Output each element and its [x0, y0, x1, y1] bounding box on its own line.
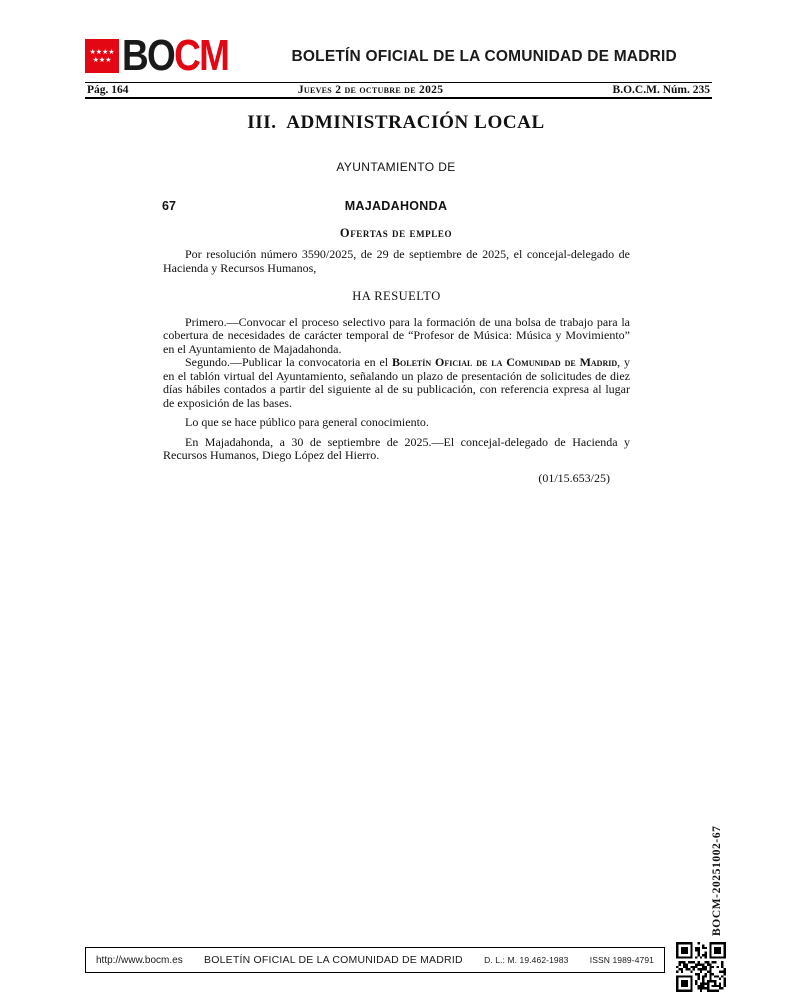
resolution-heading: HA RESUELTO	[352, 289, 441, 303]
logo-text-cm: CM	[174, 31, 229, 80]
logo-text-bo: BO	[122, 31, 175, 80]
paragraph-signature: En Majadahonda, a 30 de septiembre de 2025.—El concejal-delegado de Hacienda y Recursos Humanos, Diego López del Hierro.	[163, 434, 630, 462]
bocm-logo-text	[122, 31, 229, 80]
flag-stars-row-1: ★★★★	[89, 48, 115, 56]
announcement-number: 67	[162, 199, 176, 213]
flag-stars-row-2: ★★★	[92, 56, 112, 64]
subsection-title: Ofertas de empleo	[339, 226, 453, 240]
footer-legal-deposit: D. L.: M. 19.462-1983	[484, 955, 569, 965]
footer-bar	[85, 947, 665, 973]
madrid-flag-icon	[85, 39, 119, 73]
paragraph-second-suffix: , y en el tablón virtual del Ayuntamiento, señalando un plazo de presentación de solicitudes de diez días hábiles contados a partir del siguiente al de su publicación, con referencia expresa al lugar de exposición de las bases.	[163, 355, 631, 410]
paragraph-first: Primero.—Convocar el proceso selectivo para la formación de una bolsa de trabajo para la cobertura de necesidades de carácter temporal de “Profesor de Música: Música y Movimiento” en el Ayuntamiento de Majadahonda.	[163, 314, 630, 356]
municipality-title: MAJADAHONDA	[344, 199, 448, 213]
footer-bulletin-title: BOLETÍN OFICIAL DE LA COMUNIDAD DE MADRID	[204, 954, 463, 966]
bulletin-title: BOLETÍN OFICIAL DE LA COMUNIDAD DE MADRID	[291, 48, 677, 65]
page-number-label: Pág. 164	[87, 84, 129, 96]
issue-date: Jueves 2 de octubre de 2025	[297, 84, 444, 96]
organization-title: AYUNTAMIENTO DE	[336, 160, 456, 174]
paragraph-second-prefix: Segundo.—Publicar la convocatoria en el	[185, 355, 393, 369]
paragraph-intro: Por resolución número 3590/2025, de 29 de septiembre de 2025, el concejal-delegado de Hacienda y Recursos Humanos,	[163, 247, 630, 275]
paragraph-public-notice: Lo que se hace público para general conocimiento.	[185, 415, 429, 429]
header-meta-bar	[85, 82, 712, 99]
bocm-logo	[85, 31, 248, 80]
footer-url-link[interactable]: http://www.bocm.es	[96, 954, 183, 966]
issue-number: B.O.C.M. Núm. 235	[612, 84, 710, 96]
qr-code	[676, 941, 726, 993]
vertical-document-id: BOCM-20251002-67	[711, 825, 723, 936]
section-title: III. ADMINISTRACIÓN LOCAL	[247, 112, 545, 133]
footer-issn: ISSN 1989-4791	[589, 955, 654, 965]
document-body	[163, 248, 630, 485]
paragraph-second-bulletin-name: Boletín Oficial de la Comunidad de Madrid	[392, 355, 618, 369]
header	[85, 31, 712, 80]
reference-number: (01/15.653/25)	[538, 470, 610, 485]
paragraph-second	[163, 356, 630, 410]
